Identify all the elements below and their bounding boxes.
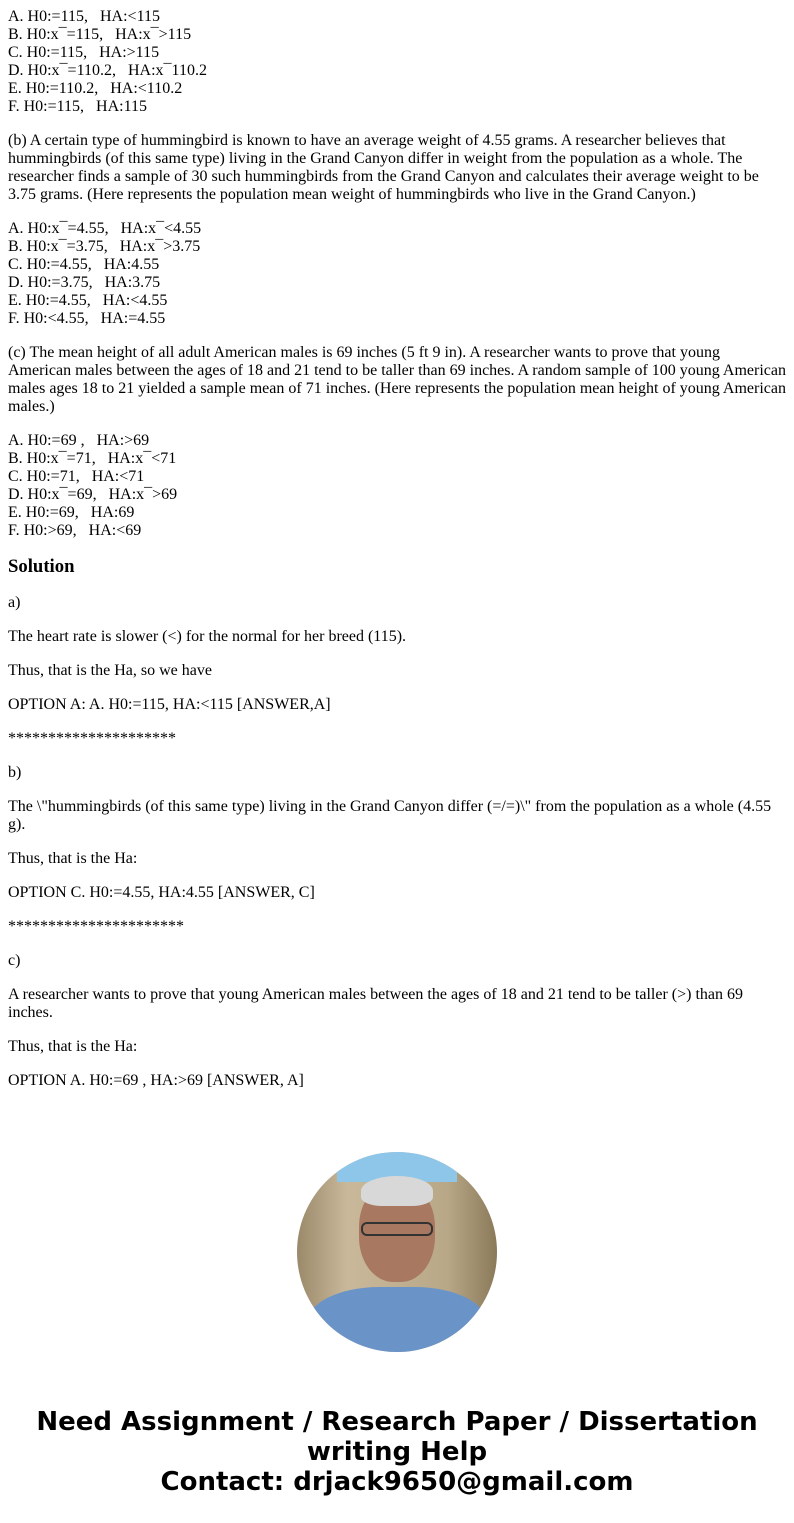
option: E. H0:=110.2, HA:<110.2	[8, 80, 183, 97]
banner-headline: Need Assignment / Research Paper / Dissertation writing Help	[36, 1407, 758, 1467]
option: B. H0:x¯=115, HA:x¯>115	[8, 26, 192, 43]
option: C. H0:=115, HA:>115	[8, 44, 160, 61]
solution-paragraph: OPTION A: A. H0:=115, HA:<115 [ANSWER,A]	[8, 696, 331, 713]
author-avatar	[297, 1152, 497, 1352]
solution-paragraph: The \"hummingbirds (of this same type) living in the Grand Canyon differ (=/=)\" from the population as a whole (4.55 g).	[8, 798, 772, 833]
solution-heading: Solution	[8, 556, 75, 577]
option: D. H0:x¯=69, HA:x¯>69	[8, 486, 178, 503]
solution-paragraph: Thus, that is the Ha, so we have	[8, 662, 212, 679]
solution-paragraph: a)	[8, 594, 21, 611]
part-c-options	[8, 432, 786, 540]
option: D. H0:=3.75, HA:3.75	[8, 274, 161, 291]
part-a-options	[8, 8, 786, 116]
contact-banner	[8, 1407, 786, 1497]
option: D. H0:x¯=110.2, HA:x¯110.2	[8, 62, 207, 79]
solution-paragraph: b)	[8, 764, 22, 781]
solution-paragraph: c)	[8, 952, 21, 969]
option: A. H0:x¯=4.55, HA:x¯<4.55	[8, 220, 202, 237]
solution-paragraph: A researcher wants to prove that young American males between the ages of 18 and 21 tend to be taller (>) than 69 inches.	[8, 986, 743, 1021]
solution-paragraph: OPTION A. H0:=69 , HA:>69 [ANSWER, A]	[8, 1072, 304, 1089]
solution-paragraph: OPTION C. H0:=4.55, HA:4.55 [ANSWER, C]	[8, 884, 315, 901]
solution-paragraph: Thus, that is the Ha:	[8, 850, 138, 867]
separator: **********************	[8, 918, 184, 935]
option: C. H0:=71, HA:<71	[8, 468, 145, 485]
avatar-container	[8, 1152, 786, 1357]
option: A. H0:=115, HA:<115	[8, 8, 160, 25]
option: B. H0:x¯=3.75, HA:x¯>3.75	[8, 238, 201, 255]
part-c-question: (c) The mean height of all adult American males is 69 inches (5 ft 9 in). A researcher wants to prove that young American males between the ages of 18 and 21 tend to be taller than 69 inches. A random sample of 100 young American males ages 18 to 21 yielded a sample mean of 71 inches. (Here represents the population mean height of young American males.)	[8, 344, 786, 415]
separator: *********************	[8, 730, 176, 747]
part-b-question: (b) A certain type of hummingbird is known to have an average weight of 4.55 grams. A researcher believes that hummingbirds (of this same type) living in the Grand Canyon differ in weight from the population as a whole. The researcher finds a sample of 30 such hummingbirds from the Grand Canyon and calculates their average weight to be 3.75 grams. (Here represents the population mean weight of hummingbirds who live in the Grand Canyon.)	[8, 132, 759, 203]
part-b-options	[8, 220, 786, 328]
solution-body	[8, 594, 786, 1090]
option: F. H0:<4.55, HA:=4.55	[8, 310, 166, 327]
option: F. H0:=115, HA:115	[8, 98, 148, 115]
option: B. H0:x¯=71, HA:x¯<71	[8, 450, 177, 467]
solution-paragraph: Thus, that is the Ha:	[8, 1038, 138, 1055]
option: E. H0:=69, HA:69	[8, 504, 135, 521]
option: F. H0:>69, HA:<69	[8, 522, 142, 539]
banner-contact: Contact: drjack9650@gmail.com	[160, 1467, 634, 1497]
option: E. H0:=4.55, HA:<4.55	[8, 292, 168, 309]
option: A. H0:=69 , HA:>69	[8, 432, 150, 449]
solution-paragraph: The heart rate is slower (<) for the normal for her breed (115).	[8, 628, 407, 645]
option: C. H0:=4.55, HA:4.55	[8, 256, 160, 273]
